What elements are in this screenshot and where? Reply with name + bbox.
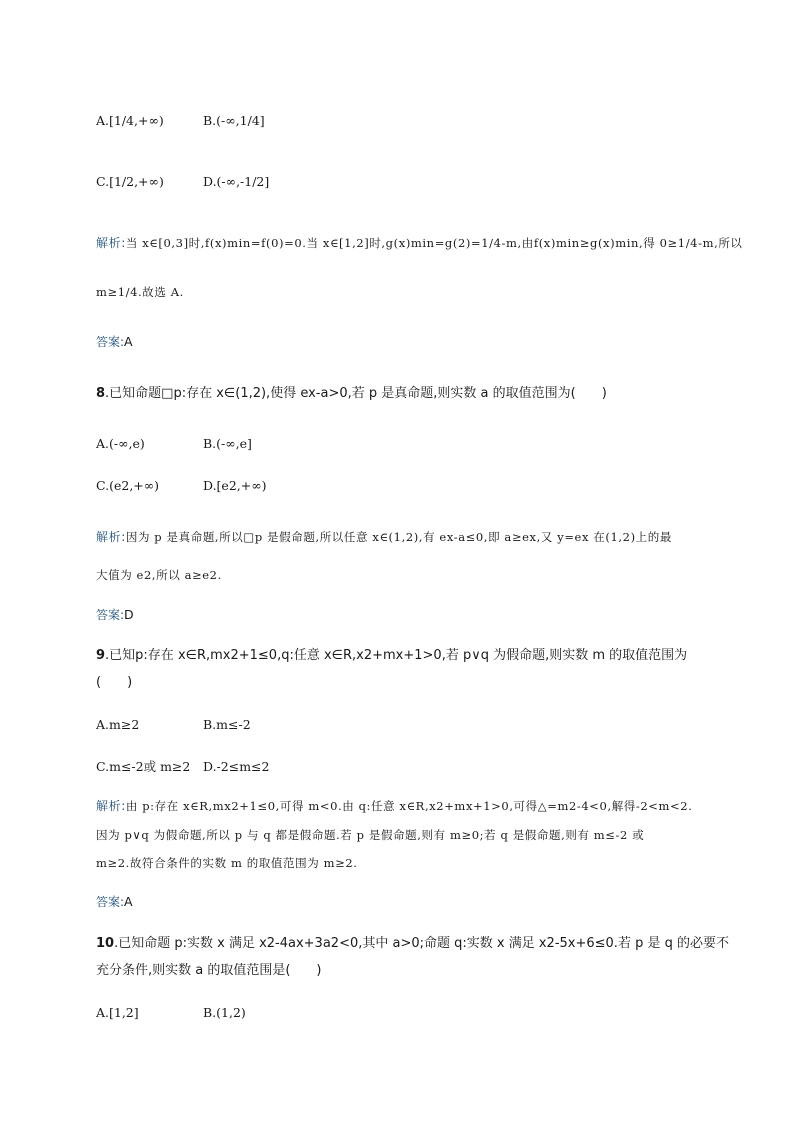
q7-analysis-line2: m≥1/4.故选 A.: [96, 285, 184, 299]
answer-label: 答案:: [96, 895, 125, 909]
q9-stem-line1: [96, 647, 687, 665]
q9-answer-value: A: [124, 894, 133, 909]
q7-analysis-text1: 当 x∈[0,3]时,f(x)min=f(0)=0.当 x∈[1,2]时,g(x)min=g(2)=1/4-m,由f(x)min≥g(x)min,得 0≥1/4-m,所以: [125, 236, 743, 250]
q9-stem-line2: ( ): [96, 675, 133, 690]
q7-answer: [96, 333, 133, 351]
q10-stem-line2: 充分条件,则实数 a 的取值范围是( ): [96, 963, 322, 978]
q7-option-b: B.(-∞,1/4]: [203, 113, 265, 128]
q8-option-d: D.[e2,+∞): [203, 478, 267, 493]
q10-option-a: A.[1,2]: [96, 1005, 139, 1020]
q10-stem-text: .已知命题 p:实数 x 满足 x2-4ax+3a2<0,其中 a>0;命题 q:实数 x 满足 x2-5x+6≤0.若 p 是 q 的必要不: [114, 936, 729, 951]
q8-option-b: B.(-∞,e]: [203, 436, 252, 451]
q10-option-b: B.(1,2): [203, 1005, 246, 1020]
q8-option-c: C.(e2,+∞): [96, 478, 160, 493]
q8-stem: [96, 385, 607, 403]
q8-analysis-line2: 大值为 e2,所以 a≥e2.: [96, 568, 222, 582]
q9-number: 9: [96, 648, 106, 663]
q9-answer: [96, 893, 133, 911]
q7-analysis-line1: [96, 234, 743, 252]
q9-analysis-line1: [96, 797, 692, 815]
q8-answer-value: D: [124, 607, 134, 622]
q9-option-b: B.m≤-2: [203, 717, 251, 732]
q8-stem-text: .已知命题□p:存在 x∈(1,2),使得 ex-a>0,若 p 是真命题,则实数 a 的取值范围为( ): [105, 386, 607, 401]
q10-number: 10: [96, 936, 115, 951]
q9-analysis-text1: 由 p:存在 x∈R,mx2+1≤0,可得 m<0.由 q:任意 x∈R,x2+mx+1>0,可得△=m2-4<0,解得-2<m<2.: [125, 799, 693, 813]
analysis-label: 解析:: [96, 236, 126, 250]
answer-label: 答案:: [96, 335, 125, 349]
analysis-label: 解析:: [96, 799, 126, 813]
q9-analysis-line3: m≥2.故符合条件的实数 m 的取值范围为 m≥2.: [96, 856, 358, 870]
q8-analysis-text1: 因为 p 是真命题,所以□p 是假命题,所以任意 x∈(1,2),有 ex-a≤0,即 a≥ex,又 y=ex 在(1,2)上的最: [125, 530, 672, 544]
q7-answer-value: A: [124, 334, 133, 349]
q8-option-a: A.(-∞,e): [96, 436, 145, 451]
q8-answer: [96, 606, 134, 624]
q8-number: 8: [96, 386, 106, 401]
q9-option-a: A.m≥2: [96, 717, 140, 732]
q9-option-d: D.-2≤m≤2: [203, 759, 270, 774]
q9-analysis-line2: 因为 p∨q 为假命题,所以 p 与 q 都是假命题.若 p 是假命题,则有 m≥0;若 q 是假命题,则有 m≤-2 或: [96, 828, 645, 842]
q7-option-d: D.(-∞,-1/2]: [203, 174, 270, 189]
answer-label: 答案:: [96, 608, 125, 622]
q9-stem-text: .已知p:存在 x∈R,mx2+1≤0,q:任意 x∈R,x2+mx+1>0,若 p∨q 为假命题,则实数 m 的取值范围为: [105, 648, 688, 663]
q8-analysis-line1: [96, 528, 672, 546]
q7-option-c: C.[1/2,+∞): [96, 174, 164, 189]
analysis-label: 解析:: [96, 530, 126, 544]
q7-option-a: A.[1/4,+∞): [96, 113, 164, 128]
q10-stem-line1: [96, 935, 729, 953]
q9-option-c: C.m≤-2或 m≥2: [96, 759, 191, 774]
